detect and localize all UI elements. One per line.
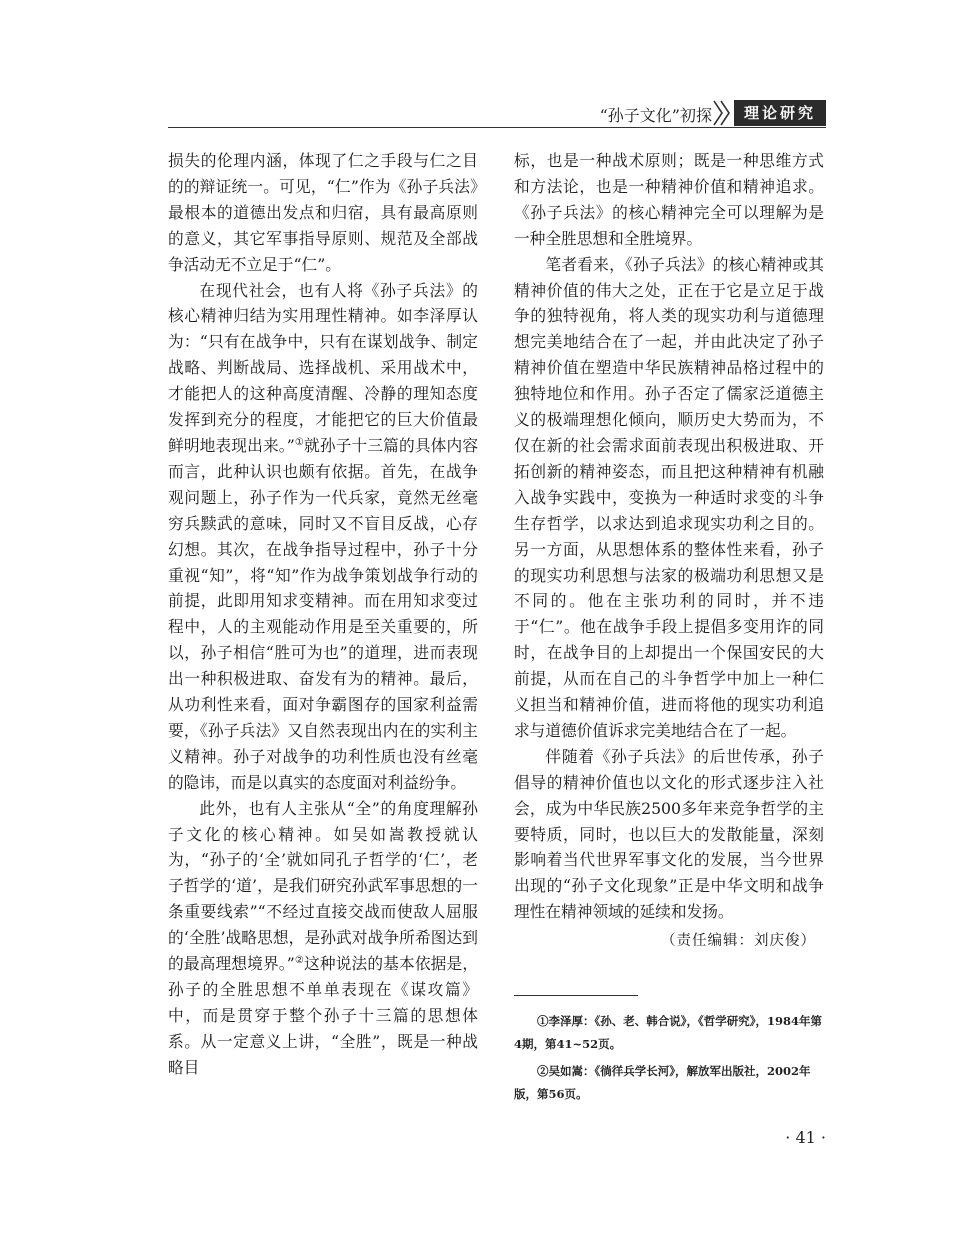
paragraph: 损失的伦理内涵，体现了仁之手段与仁之目的的辩证统一。可见，“仁”作为《孙子兵法》最根本的道德出发点和归宿，具有最高原则的意义，其它军事指导原则、规范及全部战争活动无不立足于“仁”。	[168, 151, 478, 274]
responsible-editor: （责任编辑：刘庆俊）	[661, 933, 816, 950]
paragraph-text: 在现代社会，也有人将《孙子兵法》的核心精神归结为实用理性精神。如李泽厚认为：“只有在战争中，只有在谋划战争、制定战略、判断战局、选择战机、采用战术中，才能把人的这种高度清醒、冷静的理知态度发挥到充分的程度，才能把它的巨大价值最鲜明地表现出来。”	[168, 280, 478, 455]
paragraph-text: 就孙子十三篇的具体内容而言，此种认识也颇有依据。首先，在战争观问题上，孙子作为一代兵家，竟然无丝毫穷兵黩武的意味，同时又不盲目反战，心存幻想。其次，在战争指导过程中，孙子十分重视“知”，将“知”作为战争策划战争行动的前提，此即用知求变精神。而在用知求变过程中，人的主观能动作用是至关重要的，所以，孙子相信“胜可为也”的道理，进而表现出一种积极进取、奋发有为的精神。最后，从功利性来看，面对争霸图存的国家利益需要，《孙子兵法》又自然表现出内在的实利主义精神。孙子对战争的功利性质也没有丝毫的隐讳，而是以真实的态度面对利益纷争。	[168, 435, 479, 792]
footnote-rule	[514, 995, 638, 996]
page-number: · 41 ·	[785, 1128, 826, 1147]
footnotes	[514, 1010, 826, 1110]
paragraph: 伴随着《孙子兵法》的后世传承，孙子倡导的精神价值也以文化的形式逐步注入社会，成为中华民族2500多年来竞争哲学的主要特质，同时，也以巨大的发散能量，深刻影响着当代世界军事文化的发展，当今世界出现的“孙子文化现象”正是中华文明和战争理性在精神领域的延续和发扬。	[514, 746, 824, 922]
footnote-ref: ②	[294, 954, 305, 966]
paragraph: 标，也是一种战术原则；既是一种思维方式和方法论，也是一种精神价值和精神追求。《孙子兵法》的核心精神完全可以理解为是一种全胜思想和全胜境界。	[514, 151, 824, 248]
paragraph	[168, 796, 478, 1081]
double-chevron-icon	[712, 100, 732, 126]
header-section-label: 理论研究	[734, 100, 826, 126]
paragraph-text: 此外，也有人主张从“全”的角度理解孙子文化的核心精神。如吴如嵩教授就认为，“孙子的‘全’就如同孔子哲学的‘仁’，老子哲学的‘道’，是我们研究孙武军事思想的一条重要线索”“不经过直接交战而使敌人屈服的‘全胜’战略思想，是孙武对战争所希图达到的最高理想境界。”	[168, 798, 478, 974]
footnote: ②吴如嵩：《徜徉兵学长河》，解放军出版社，2002年版，第56页。	[514, 1064, 811, 1101]
paragraph-text: 这种说法的基本依据是，孙子的全胜思想不单单表现在《谋攻篇》中，而是贯穿于整个孙子十三篇的思想体系。从一定意义上讲，“全胜”，既是一种战略目	[168, 954, 479, 1077]
header-rule	[168, 127, 826, 128]
right-column	[514, 148, 824, 955]
footnote: ①李泽厚：《孙、老、韩合说》，《哲学研究》，1984年第4期，第41~52页。	[514, 1014, 823, 1051]
left-column	[168, 148, 478, 1081]
footnote-ref: ①	[294, 436, 305, 448]
running-header	[168, 100, 826, 126]
header-article-title: “孙子文化”初探	[599, 106, 712, 125]
paragraph	[168, 278, 478, 796]
paragraph: 笔者看来，《孙子兵法》的核心精神或其精神价值的伟大之处，正在于它是立足于战争的独特视角，将人类的现实功利与道德理想完美地结合在了一起，并由此决定了孙子精神价值在塑造中华民族精神品格过程中的独特地位和作用。孙子否定了儒家泛道德主义的极端理想化倾向，顺历史大势而为，不仅在新的社会需求面前表现出积极进取、开拓创新的精神姿态，而且把这种精神有机融入战争实践中，变换为一种适时求变的斗争生存哲学，以求达到追求现实功利之目的。另一方面，从思想体系的整体性来看，孙子的现实功利思想与法家的极端功利思想又是不同的。他在主张功利的同时，并不违于“仁”。他在战争手段上提倡多变用诈的同时，在战争目的上却提出一个保国安民的大前提，从而在自己的斗争哲学中加上一种仁义担当和精神价值，进而将他的现实功利追求与道德价值诉求完美地结合在了一起。	[514, 254, 824, 740]
